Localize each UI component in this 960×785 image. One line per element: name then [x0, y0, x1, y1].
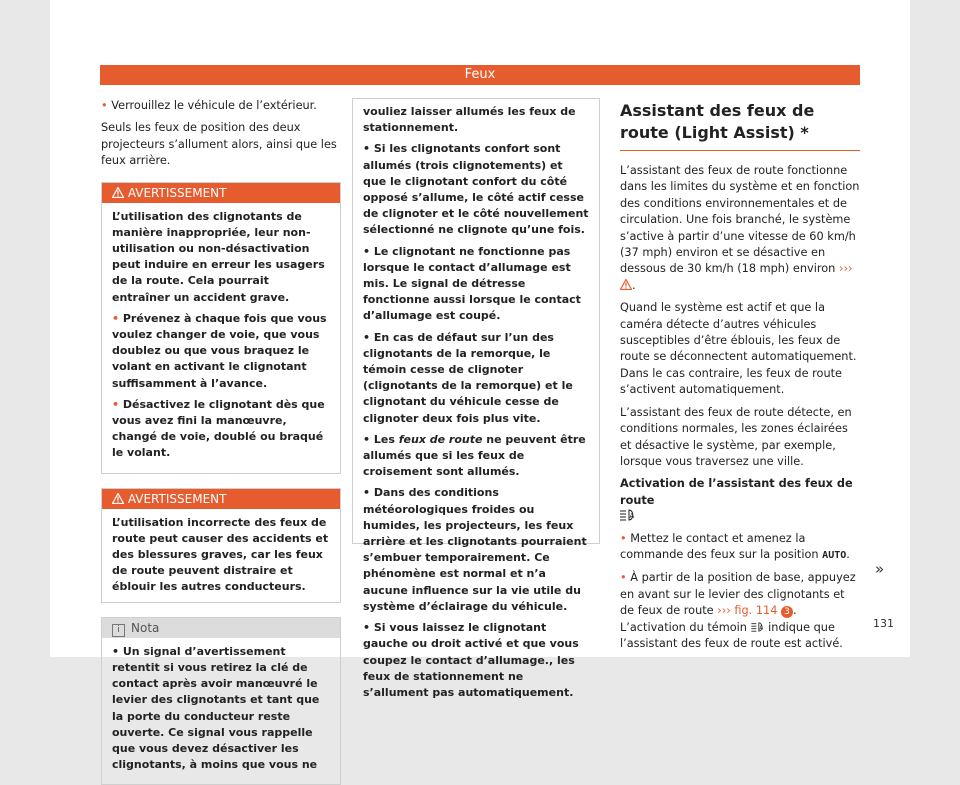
crossref-arrows[interactable]: ››› — [838, 262, 853, 276]
svg-text:A: A — [629, 512, 635, 521]
right-column — [620, 100, 860, 658]
section-header: Feux — [100, 65, 860, 85]
nota-box — [101, 617, 341, 785]
warning-1-bullet-1: • Prévenez à chaque fois que vous voulez changer de voie, que vous doublez ou que vous braquez le volant en activant le clignotant suffisamment à l’avance. — [112, 311, 327, 390]
right-paragraph-3: L’assistant des feux de route détecte, en conditions normales, les zones éclairées et désactive le système, par exemple, lorsque vous traversez une ville. — [620, 405, 852, 468]
high-beam-assist-icon — [620, 509, 636, 521]
warning-icon — [112, 493, 124, 504]
activation-heading: Activation de l’assistant des feux de route — [620, 477, 853, 507]
left-column — [101, 98, 341, 785]
page-top-band — [50, 0, 910, 52]
info-icon: i — [112, 624, 125, 637]
warning-icon — [112, 187, 124, 198]
title-rule — [620, 150, 860, 151]
warning-box-2-body: L’utilisation incorrecte des feux de route peut causer des accidents et des blessures graves, car les feux de route peuvent distraire et éblouir les autres conducteurs. — [112, 515, 329, 594]
warning-box-2-header: AVERTISSEMENT — [102, 489, 340, 509]
right-paragraph-1: L’assistant des feux de route fonctionne dans les limites du système et en fonction des conditions environnementales et de circulation. Une fois branché, le système s’active à partir d’une vitesse de 60 km/h (37 mph) environ et se désactive en dessous de 30 km/h (18 mph) environ ››› . — [620, 164, 860, 292]
bullet-icon: • — [101, 99, 108, 112]
warning-icon[interactable] — [620, 279, 632, 290]
high-beam-assist-icon — [751, 622, 765, 632]
activation-step-2: • À partir de la position de base, appuyez en avant sur le levier des clignotants et de feux de route ››› fig. 114 3 . L’activation du témoin A indique que l’assistant des feux de route est activé. — [620, 571, 856, 650]
section-title: Assistant des feux de route (Light Assist) * — [620, 101, 815, 142]
auto-position-label: AUTO — [822, 549, 847, 561]
nota-box-continued: vouliez laisser allumés les feux de stationnement. • Si les clignotants confort sont allumés (trois clignotements) et que le clignotant confort du côté opposé s’allume, le côté actif cesse de clignoter et le côté nouvellement sélectionné ne clignote qu’une fois. • Le clignotant ne fonctionne pas lorsque le contact d’allumage est mis. Le signal de détresse fonctionne aussi lorsque le contact d’allumage est coupé. • En cas de défaut sur l’un des clignotants de la remorque, le témoin cesse de clignoter (clignotants de la remorque) et le clignotant du véhicule cesse de clignoter deux fois plus vite. • Les feux de route ne peuvent être allumés que si les feux de croisement sont allumés. • Dans des conditions météorologiques froides ou humides, les projecteurs, les feux arrière et les clignotants pourraient s’embuer temporairement. Ce phénomène est normal et n’a aucune influence sur la vie utile du système d’éclairage du véhicule. • Si vous laissez le clignotant gauche ou droit activé et que vous coupez le contact d’allumage., les feux de stationnement ne s’allument pas automatiquement. — [352, 98, 600, 544]
left-paragraph-2: Seuls les feux de position des deux projecteurs s’allument alors, ainsi que les feux arrière. — [101, 121, 337, 168]
nota-box-header: i Nota — [102, 618, 340, 638]
nota-box-body: • Un signal d’avertissement retentit si vous retirez la clé de contact après avoir manœuvré le levier des clignotants et tant que la porte du conducteur reste ouverte. Ce signal vous rappelle que vous devez désactiver les clignotants, à moins que vous ne — [112, 644, 320, 772]
figure-link[interactable]: ››› fig. 114 — [717, 604, 778, 618]
page-number: 131 — [873, 617, 894, 630]
warning-box-1-header: AVERTISSEMENT — [102, 183, 340, 203]
right-paragraph-2: Quand le système est actif et que la caméra détecte d’autres véhicules susceptibles d’être éblouis, les feux de route se déconnectent automatiquement. Dans le cas contraire, les feux de route s’activent automatiquement. — [620, 301, 857, 397]
warning-1-bullet-2: • Désactivez le clignotant dès que vous avez fini la manœuvre, changé de voie, doublé ou braqué le volant. — [112, 397, 325, 460]
warning-box-2 — [101, 488, 341, 603]
figure-callout: 3 — [781, 606, 793, 618]
left-paragraph-1: • Verrouillez le véhicule de l’extérieur. — [101, 99, 317, 112]
warning-box-1-body: L’utilisation des clignotants de manière inappropriée, leur non-utilisation ou non-désactivation peut induire en erreur les usagers de la route. Cela pourrait entraîner un accident grave. • Prévenez à chaque fois que vous voulez changer de voie, que vous doublez ou que vous braquez le volant en activant le clignotant suffisamment à l’avance. • Désactivez le clignotant dès que vous avez fini la manœuvre, changé de voie, doublé ou braqué le volant. — [102, 203, 340, 473]
warning-box-1 — [101, 182, 341, 474]
svg-text:A: A — [758, 625, 763, 632]
continue-mark: » — [875, 560, 885, 578]
activation-step-1: • Mettez le contact et amenez la commande des feux sur la position AUTO. — [620, 531, 850, 561]
